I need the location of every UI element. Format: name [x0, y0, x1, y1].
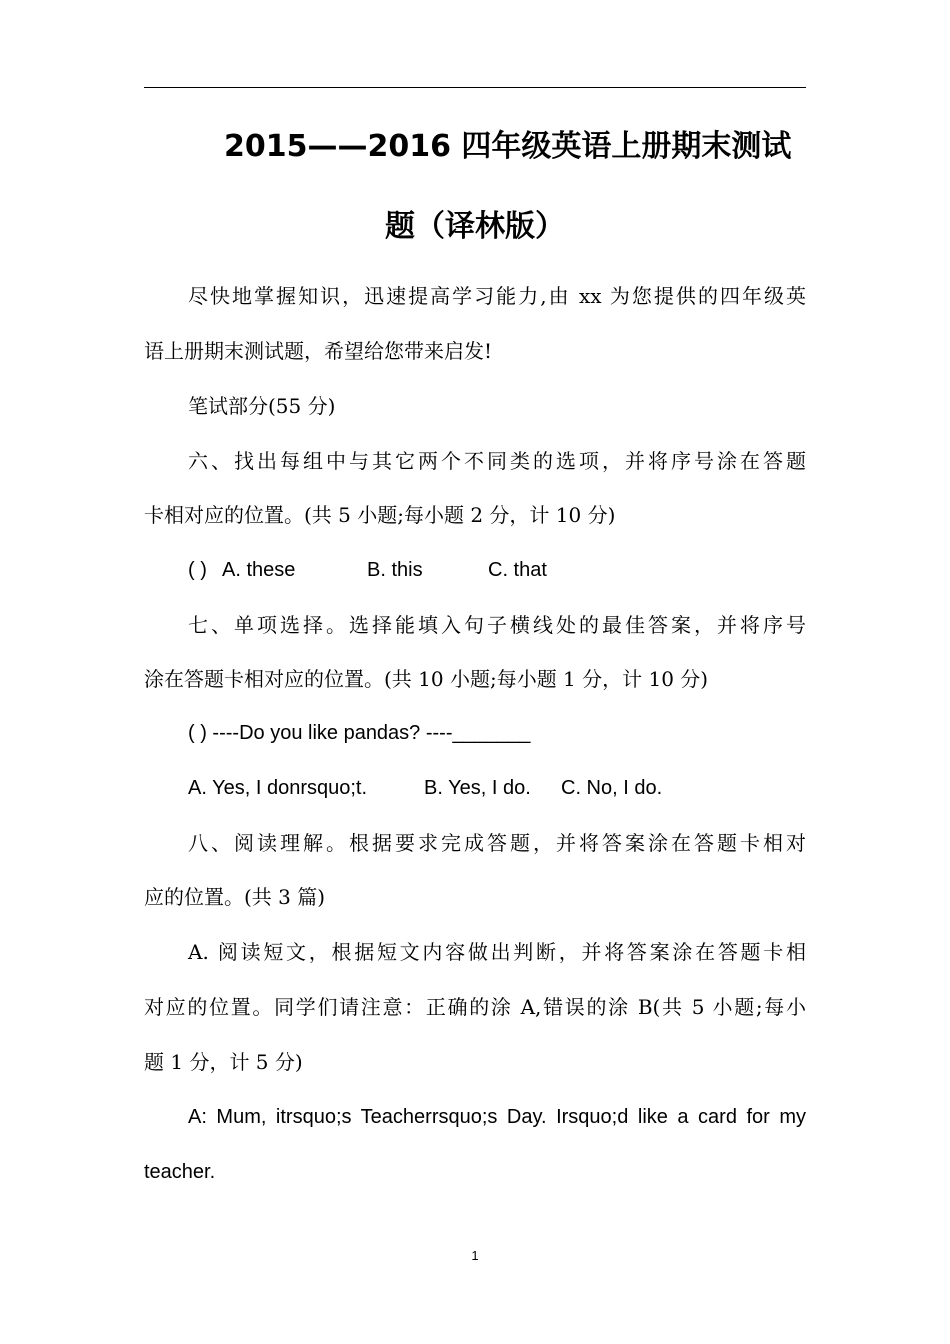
option-a: A. these — [222, 559, 296, 581]
intro-paragraph-line-2: 语上册期末测试题，希望给您带来启发! — [144, 339, 493, 363]
answer-bracket: ( ) — [188, 559, 207, 581]
section-6-instructions-line-1: 六、找出每组中与其它两个不同类的选项，并将序号涂在答题 — [188, 449, 806, 473]
section-8-instructions-line-2: 应的位置。(共 3 篇) — [144, 885, 326, 909]
written-section-heading: 笔试部分(55 分) — [188, 394, 336, 418]
section-6-instructions-line-2: 卡相对应的位置。(共 5 小题;每小题 2 分，计 10 分) — [144, 503, 616, 527]
section-6-question-1 — [144, 555, 806, 585]
section-7-instructions-line-1: 七、单项选择。选择能填入句子横线处的最佳答案，并将序号 — [188, 613, 806, 637]
option-b: B. this — [367, 559, 423, 581]
section-8-instructions-line-1: 八、阅读理解。根据要求完成答题，并将答案涂在答题卡相对 — [188, 831, 806, 855]
option-c: C. No, I do. — [561, 777, 663, 799]
option-c: C. that — [488, 559, 547, 581]
section-8a-instructions-line-2: 对应的位置。同学们请注意：正确的涂 A,错误的涂 B(共 5 小题;每小 — [144, 995, 806, 1019]
option-a: A. Yes, I donrsquo;t. — [188, 777, 368, 799]
passage-line-1: A: Mum, itrsquo;s Teacherrsquo;s Day. Irsquo;d like a card for my — [188, 1106, 806, 1128]
section-8a-instructions-line-1: A. 阅读短文，根据短文内容做出判断，并将答案涂在答题卡相 — [188, 940, 806, 964]
intro-paragraph-line-1: 尽快地掌握知识，迅速提高学习能力,由 xx 为您提供的四年级英 — [188, 284, 806, 308]
option-b: B. Yes, I do. — [424, 777, 531, 799]
section-7-instructions-line-2: 涂在答题卡相对应的位置。(共 10 小题;每小题 1 分，计 10 分) — [144, 667, 709, 691]
header-rule — [144, 87, 806, 88]
section-7-question-1: ( ) ----Do you like pandas? ----_______ — [188, 722, 531, 744]
section-7-question-1-options — [144, 773, 806, 803]
section-8a-instructions-line-3: 题 1 分，计 5 分) — [144, 1050, 303, 1074]
document-title-line-1: 2015——2016 四年级英语上册期末测试 — [224, 129, 792, 164]
page-number: 1 — [471, 1248, 479, 1263]
passage-line-2: teacher. — [144, 1161, 216, 1183]
document-title-line-2: 题（译林版） — [385, 209, 565, 244]
